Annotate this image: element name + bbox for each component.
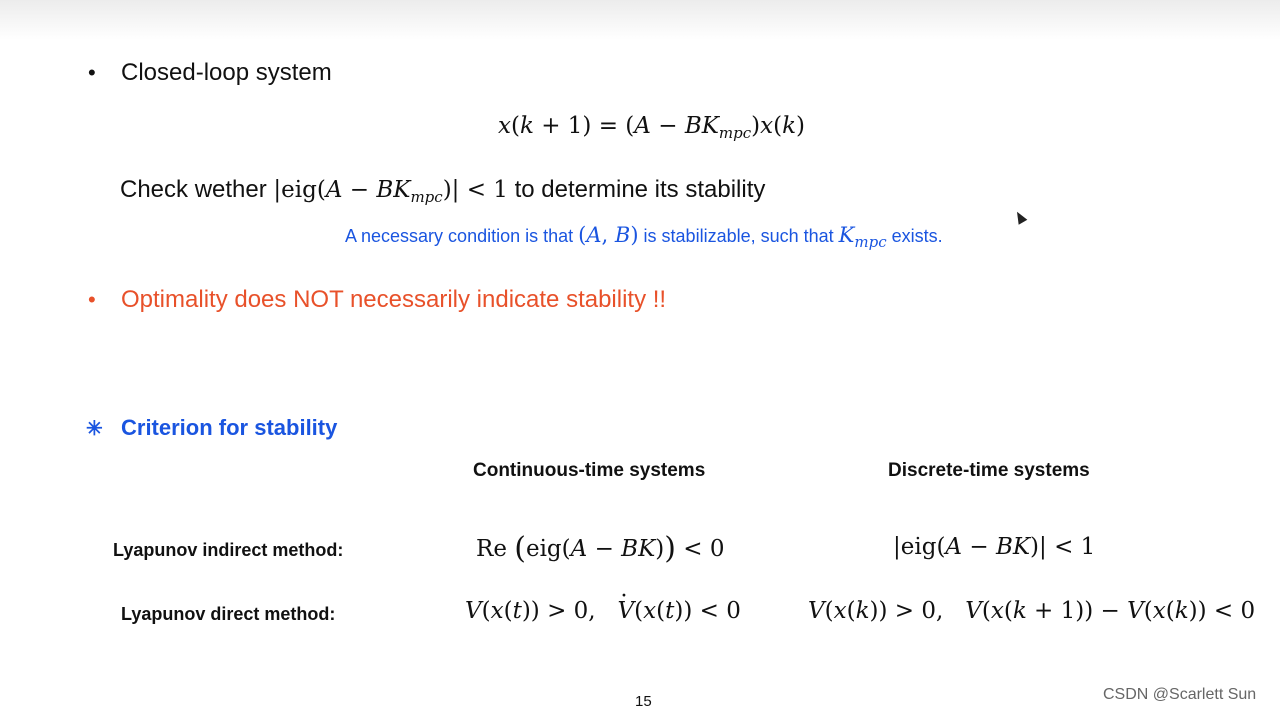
stabilizable-note	[345, 223, 943, 251]
watermark: CSDN @Scarlett Sun	[1103, 686, 1257, 703]
check-line	[120, 176, 765, 204]
pair-ab: (A, B)	[578, 223, 639, 247]
closed-loop-equation: $x(k + 1) = (A - BK_{mpc})x(k)$	[498, 113, 806, 142]
note-prefix: A necessary condition is that	[345, 226, 574, 246]
bullet-optimality-warning: Optimality does NOT necessarily indicate stability !!	[121, 286, 667, 313]
column-discrete-time: Discrete-time systems	[888, 460, 1090, 481]
kmpc-symbol: $K_{mpc}$	[838, 223, 887, 251]
check-prefix: Check wether	[120, 176, 267, 203]
note-middle: is stabilizable, such that	[643, 226, 834, 246]
bullet-closed-loop: Closed-loop system	[121, 59, 332, 86]
eig-condition: $|eig(A - BK_{mpc})| < 1$	[273, 177, 508, 206]
note-suffix: exists.	[891, 226, 943, 246]
indirect-continuous-formula: Re (eig(A − BK)) < 0	[476, 531, 725, 566]
bullet-dot-icon: •	[88, 287, 96, 312]
asterisk-star-icon: ✳	[86, 418, 103, 440]
direct-continuous-formula: V(x(t)) > 0, · V(x(t)) < 0	[465, 598, 741, 624]
criterion-title: Criterion for stability	[121, 415, 338, 440]
check-suffix: to determine its stability	[514, 176, 766, 203]
page-number: 15	[635, 693, 652, 710]
row-lyapunov-indirect: Lyapunov indirect method:	[113, 540, 344, 560]
indirect-discrete-formula: |eig(A − BK)| < 1	[893, 534, 1096, 560]
row-lyapunov-direct: Lyapunov direct method:	[121, 604, 336, 624]
direct-discrete-formula: V(x(k)) > 0, V(x(k + 1)) − V(x(k)) < 0	[808, 598, 1256, 624]
mouse-pointer-icon	[1013, 209, 1028, 224]
bullet-dot-icon: •	[88, 60, 96, 85]
column-continuous-time: Continuous-time systems	[473, 460, 706, 481]
top-shade	[0, 0, 1280, 40]
